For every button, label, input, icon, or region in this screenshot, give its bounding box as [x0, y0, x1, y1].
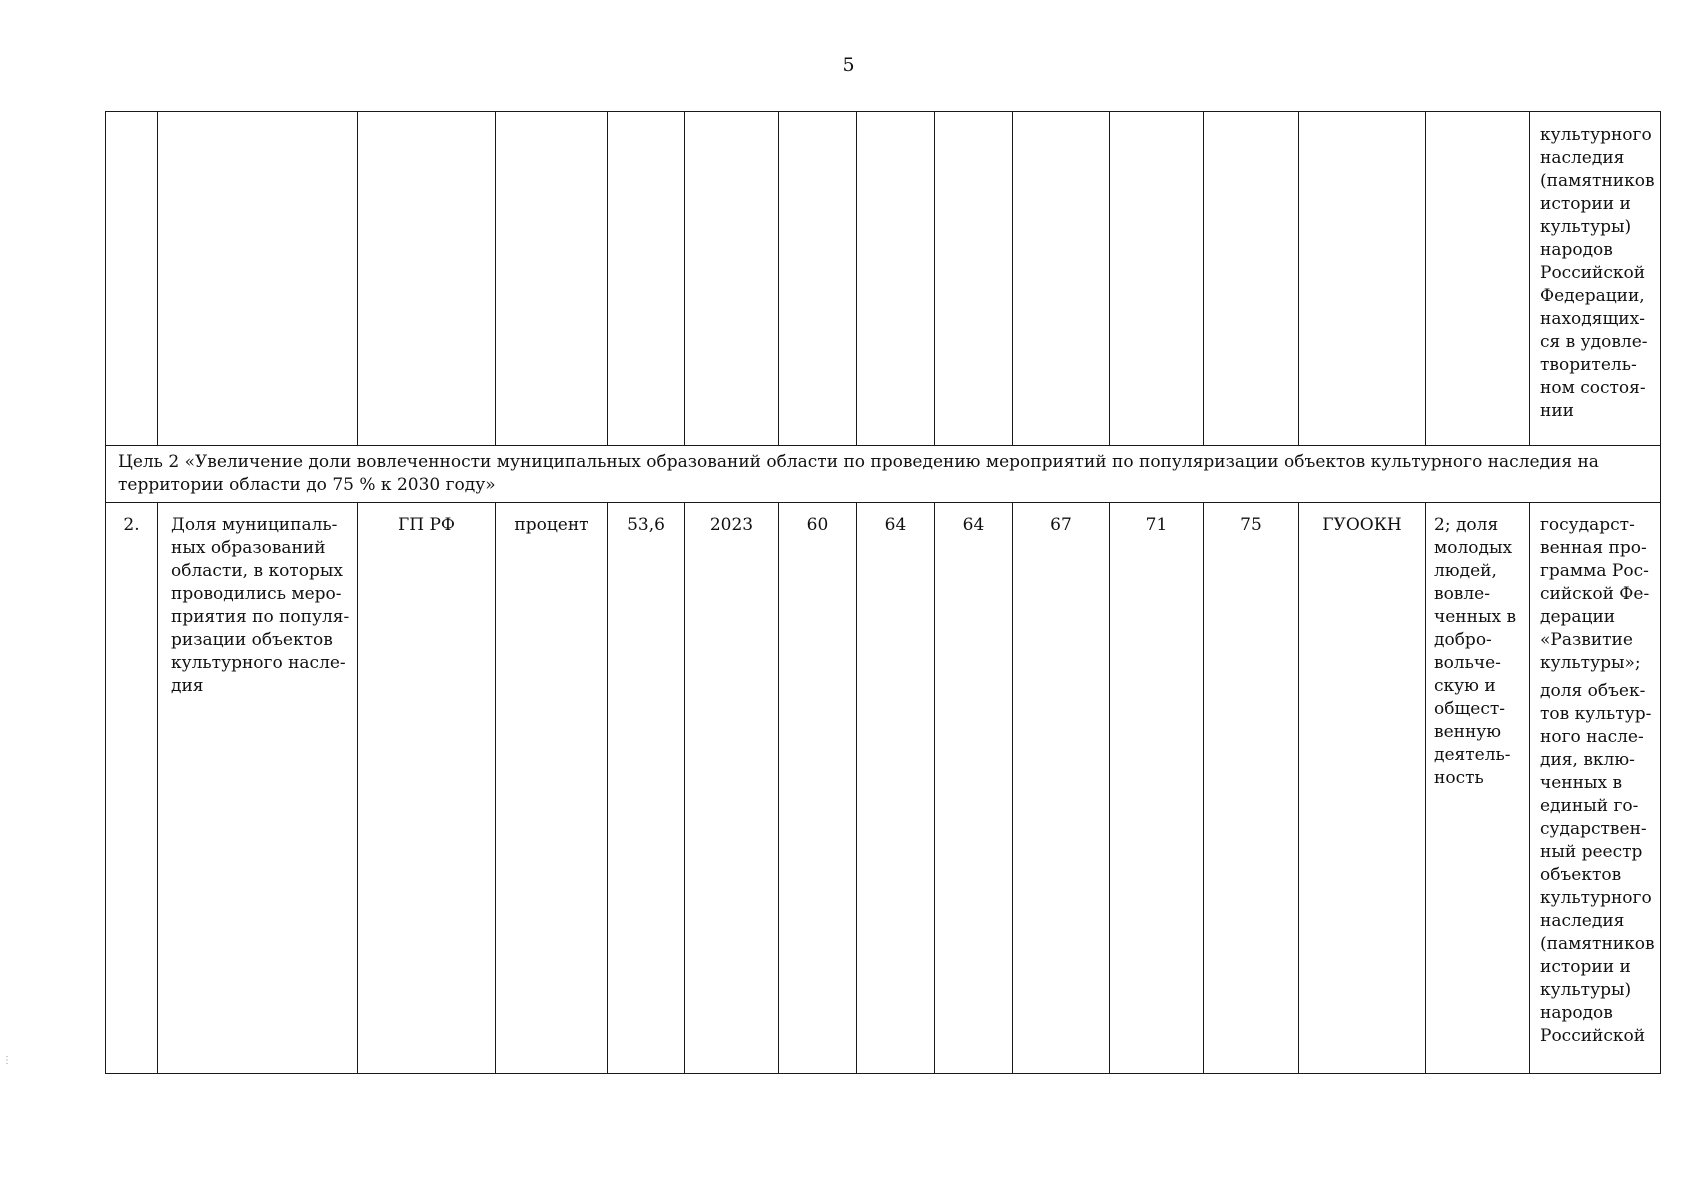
cell-link-goal-empty	[1426, 112, 1530, 446]
indicators-table	[105, 111, 1661, 1074]
cell-level-empty	[358, 112, 496, 446]
responsible-body: ГУООКН	[1299, 503, 1426, 1074]
base-value: 53,6	[608, 503, 685, 1074]
cell-unit-empty	[496, 112, 608, 446]
cell-year-1-empty	[779, 112, 857, 446]
row-number: 2.	[106, 503, 158, 1074]
cell-indicator-empty	[158, 112, 358, 446]
target-value-5: 71	[1110, 503, 1204, 1074]
cell-number-empty	[106, 112, 158, 446]
cell-base-year-empty	[685, 112, 779, 446]
indicator-level: ГП РФ	[358, 503, 496, 1074]
link-state-program	[1530, 503, 1661, 1074]
cell-year-3-empty	[935, 112, 1013, 446]
cell-year-4-empty	[1013, 112, 1110, 446]
continued-text: культурного наследия (памятников истории и культуры) народов Российской Федерации, находящих-ся в удовле-творитель-ном состоя-нии	[1540, 125, 1655, 421]
continuation-row	[106, 112, 1661, 446]
target-value-6: 75	[1204, 503, 1299, 1074]
base-year: 2023	[685, 503, 779, 1074]
margin-mark: ⋮	[2, 1055, 12, 1066]
link-national-goal: 2; доля молодых людей, вовле-ченных в добро-вольче-скую и общест-венную деятель-ность	[1426, 503, 1530, 1074]
cell-base-value-empty	[608, 112, 685, 446]
indicator-row-2	[106, 503, 1661, 1074]
target-value-2: 64	[857, 503, 935, 1074]
goal-2-text: Цель 2 «Увеличение доли вовлеченности муниципальных образований области по проведению мероприятий по популяризации объектов культурного наследия на территории области до 75 % к 2030 году»	[106, 446, 1661, 503]
target-value-3: 64	[935, 503, 1013, 1074]
target-value-4: 67	[1013, 503, 1110, 1074]
link-program-paragraph-2: доля объек-тов культур-ного насле-дия, вклю-ченных в единый го-сударствен-ный реестр объектов культурного наследия (памятников истории и культуры) народов Российской	[1540, 681, 1655, 1046]
cell-year-6-empty	[1204, 112, 1299, 446]
goal-row	[106, 446, 1661, 503]
cell-year-2-empty	[857, 112, 935, 446]
unit-of-measure: процент	[496, 503, 608, 1074]
cell-year-5-empty	[1110, 112, 1204, 446]
cell-responsible-empty	[1299, 112, 1426, 446]
link-program-paragraph-1: государст-венная про-грамма Рос-сийской Фе-дерации «Развитие культуры»;	[1540, 515, 1650, 673]
page-number: 5	[842, 54, 855, 76]
indicator-name: Доля муниципаль-ных образований области, в которых проводились меро-приятия по популя-ризации объектов культурного насле-дия	[158, 503, 358, 1074]
cell-continued-text	[1530, 112, 1661, 446]
target-value-1: 60	[779, 503, 857, 1074]
